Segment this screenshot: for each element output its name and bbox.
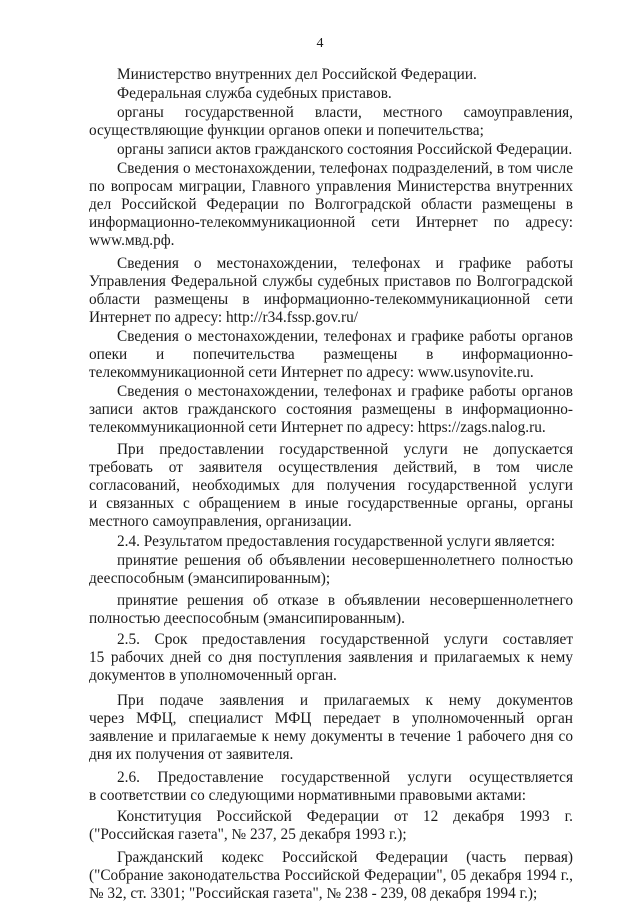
- text-line: № 32, ст. 3301; "Российская газета", № 238 - 239, 08 декабря 1994 г.);: [89, 885, 538, 902]
- text-line: заявление и прилагаемые к нему документы в течение 1 рабочего дня со: [89, 728, 573, 745]
- text-line: Гражданский кодекс Российской Федерации (часть первая): [117, 849, 573, 866]
- text-line: Сведения о местонахождении, телефонах и графике работы органов: [117, 328, 573, 345]
- paragraph: [89, 383, 573, 437]
- text-line: www.мвд.рф.: [89, 232, 175, 249]
- paragraph: [89, 255, 573, 327]
- text-line: принятие решения об объявлении несовершеннолетнего полностью: [117, 552, 573, 569]
- text-line: органы государственной власти, местного самоуправления,: [117, 104, 573, 121]
- text-line: через МФЦ, специалист МФЦ передает в уполномоченный орган: [89, 710, 573, 727]
- paragraph: [89, 533, 573, 551]
- text-line: принятие решения об отказе в объявлении несовершеннолетнего: [117, 592, 573, 609]
- text-line: местного самоуправления, организации.: [89, 513, 352, 530]
- text-line: документов в уполномоченный орган.: [89, 667, 337, 684]
- text-line: Министерство внутренних дел Российской Федерации.: [117, 66, 477, 83]
- paragraph: [89, 769, 573, 805]
- text-line: опеки и попечительства размещены в информационно-: [89, 346, 573, 363]
- text-line: Сведения о местонахождении, телефонах и графике работы: [117, 255, 573, 272]
- text-line: Сведения о местонахождении, телефонах подразделений, в том числе: [117, 160, 573, 177]
- text-line: записи актов гражданского состояния размещены в информационно-: [89, 401, 573, 418]
- text-line: Федеральная служба судебных приставов.: [117, 85, 392, 102]
- text-line: области размещены в информационно-телекоммуникационной сети: [89, 291, 573, 308]
- text-line: ("Собрание законодательства Российской Федерации", 05 декабря 1994 г.,: [89, 867, 573, 884]
- text-line: согласований, необходимых для получения государственной услуги: [89, 477, 573, 494]
- text-line: дел Российской Федерации по Волгоградской области размещены в: [89, 196, 573, 213]
- paragraph: [89, 85, 573, 103]
- text-line: дня их получения от заявителя.: [89, 746, 294, 763]
- page-number: 4: [316, 36, 324, 51]
- paragraph: [89, 692, 573, 764]
- text-line: и связанных с обращением в иные государственные органы, органы: [89, 495, 573, 512]
- text-line: 15 рабочих дней со дня поступления заявления и прилагаемых к нему: [89, 649, 573, 666]
- text-line: органы записи актов гражданского состояния Российской Федерации.: [117, 141, 573, 158]
- paragraph: [89, 631, 573, 685]
- text-line: Управления Федеральной службы судебных приставов по Волгоградской: [89, 273, 573, 290]
- text-line: осуществляющие функции органов опеки и попечительства;: [89, 122, 484, 139]
- paragraph: [89, 160, 573, 250]
- paragraph: [89, 552, 573, 588]
- paragraph: [89, 328, 573, 382]
- document-body: [89, 66, 573, 903]
- text-line: по вопросам миграции, Главного управления Министерства внутренних: [89, 178, 573, 195]
- text-line: 2.6. Предоставление государственной услуги осуществляется: [117, 769, 573, 786]
- paragraph: [89, 441, 573, 531]
- paragraph: [89, 592, 573, 628]
- text-line: При предоставлении государственной услуги не допускается: [117, 441, 573, 458]
- text-line: При подаче заявления и прилагаемых к нему документов: [117, 692, 573, 709]
- text-line: телекоммуникационной сети Интернет по адресу: https://zags.nalog.ru.: [89, 419, 546, 436]
- text-line: Конституция Российской Федерации от 12 декабря 1993 г.: [117, 808, 573, 825]
- text-line: дееспособным (эмансипированным);: [89, 570, 331, 587]
- text-line: полностью дееспособным (эмансипированным).: [89, 610, 405, 627]
- text-line: 2.5. Срок предоставления государственной услуги составляет: [117, 631, 573, 648]
- paragraph: [89, 104, 573, 140]
- text-line: в соответствии со следующими нормативными правовыми актами:: [89, 787, 526, 804]
- paragraph: [89, 66, 573, 84]
- text-line: Сведения о местонахождении, телефонах и графике работы органов: [117, 383, 573, 400]
- text-line: ("Российская газета", № 237, 25 декабря 1993 г.);: [89, 826, 407, 843]
- paragraph: [89, 808, 573, 844]
- text-line: требовать от заявителя осуществления действий, в том числе: [89, 459, 573, 476]
- text-line: информационно-телекоммуникационной сети Интернет по адресу:: [89, 214, 573, 231]
- paragraph: [89, 141, 573, 159]
- text-line: 2.4. Результатом предоставления государственной услуги является:: [117, 533, 556, 550]
- paragraph: [89, 849, 573, 903]
- text-line: телекоммуникационной сети Интернет по адресу: www.usynovite.ru.: [89, 364, 534, 381]
- text-line: Интернет по адресу: http://r34.fssp.gov.ru/: [89, 309, 359, 326]
